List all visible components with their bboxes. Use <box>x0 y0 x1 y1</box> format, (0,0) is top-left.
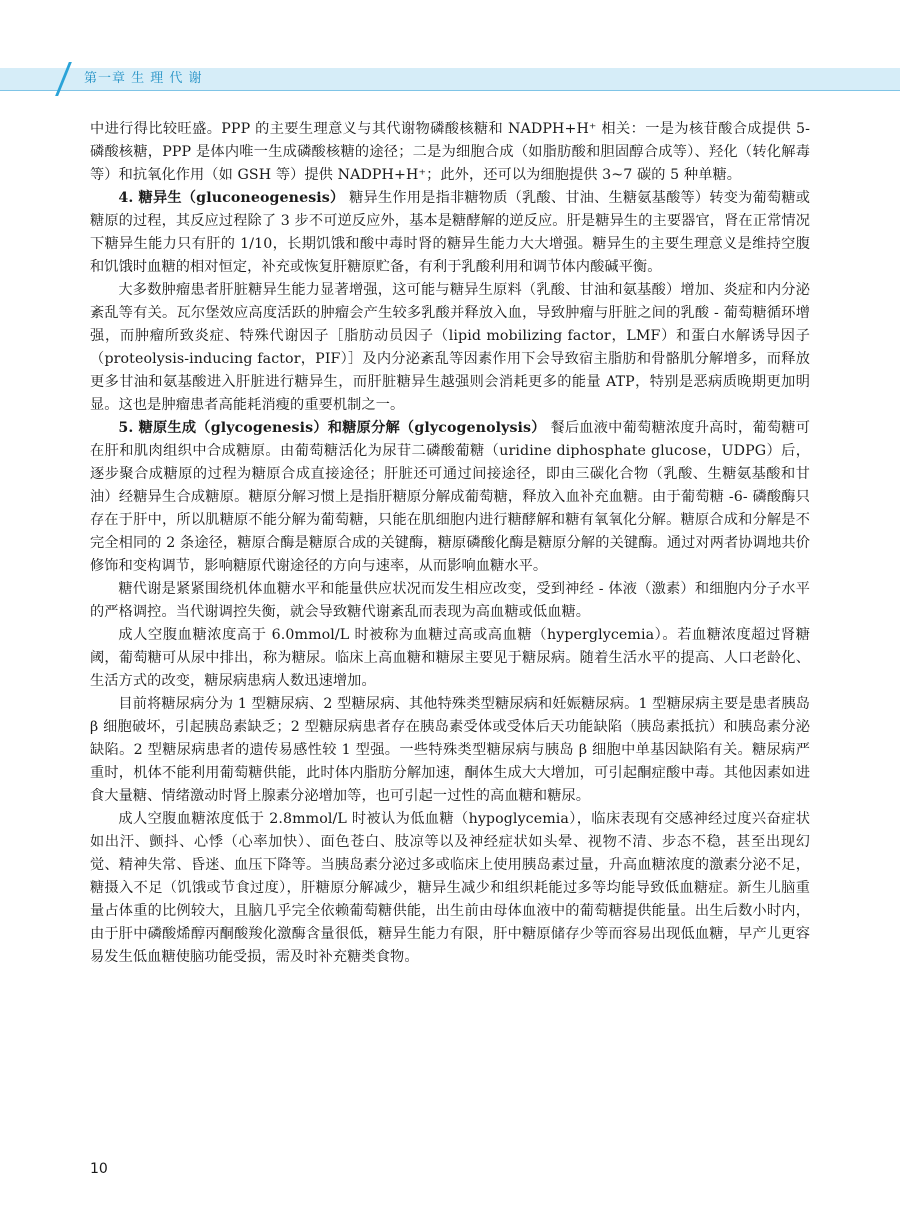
section-gluconeogenesis <box>90 187 810 279</box>
paragraph-hypoglycemia: 成人空腹血糖浓度低于 2.8mmol/L 时被认为低血糖（hypoglycemia），临床表现有交感神经过度兴奋症状如出汗、颤抖、心悸（心率加快）、面色苍白、肢凉等以及神经症状如头晕、视物不清、步态不稳，甚至出现幻觉、精神失常、昏迷、血压下降等。当胰岛素分泌过多或临床上使用胰岛素过量，升高血糖浓度的激素分泌不足，糖摄入不足（饥饿或节食过度），肝糖原分解减少，糖异生减少和组织耗能过多等均能导致低血糖症。新生儿脑重量占体重的比例较大，且脑几乎完全依赖葡萄糖供能，出生前由母体血液中的葡萄糖提供能量。出生后数小时内，由于肝中磷酸烯醇丙酮酸羧化激酶含量很低，糖异生能力有限，肝中糖原储存少等而容易出现低血糖，早产儿更容易发生低血糖使脑功能受损，需及时补充糖类食物。 <box>90 811 810 965</box>
chapter-title: 第一章 生 理 代 谢 <box>84 71 203 86</box>
paragraph-diabetes-types: 目前将糖尿病分为 1 型糖尿病、2 型糖尿病、其他特殊类型糖尿病和妊娠糖尿病。1 型糖尿病主要是患者胰岛 β 细胞破坏，引起胰岛素缺乏；2 型糖尿病患者存在胰岛素受体或受体后天功能缺陷（胰岛素抵抗）和胰岛素分泌缺陷。2 型糖尿病患者的遗传易感性较 1 型强。一些特殊类型糖尿病与胰岛 β 细胞中单基因缺陷有关。糖尿病严重时，机体不能利用葡萄糖供能，此时体内脂肪分解加速，酮体生成大大增加，可引起酮症酸中毒。其他因素如进食大量糖、情绪激动时肾上腺素分泌增加等，也可引起一过性的高血糖和糖尿。 <box>90 696 810 804</box>
section-heading-glycogen: 5. 糖原生成（glycogenesis）和糖原分解（glycogenolysis） <box>118 420 546 436</box>
paragraph-hyperglycemia: 成人空腹血糖浓度高于 6.0mmol/L 时被称为血糖过高或高血糖（hyperglycemia）。若血糖浓度超过肾糖阈，葡萄糖可从尿中排出，称为糖尿。临床上高血糖和糖尿主要见于糖尿病。随着生活水平的提高、人口老龄化、生活方式的改变，糖尿病患病人数迅速增加。 <box>90 627 810 689</box>
section-body-glycogen: 餐后血液中葡萄糖浓度升高时，葡萄糖可在肝和肌肉组织中合成糖原。由葡萄糖活化为尿苷二磷酸葡糖（uridine diphosphate glucose，UDPG）后，逐步聚合成糖原的过程为糖原合成直接途径；肝脏还可通过间接途径，即由三碳化合物（乳酸、生糖氨基酸和甘油）经糖异生合成糖原。糖原分解习惯上是指肝糖原分解成葡萄糖，释放入血补充血糖。由于葡萄糖 -6- 磷酸酶只存在于肝中，所以肌糖原不能分解为葡萄糖，只能在肌细胞内进行糖酵解和糖有氧氧化分解。糖原合成和分解是不完全相同的 2 条途径，糖原合酶是糖原合成的关键酶，糖原磷酸化酶是糖原分解的关键酶。通过对两者协调地共价修饰和变构调节，影响糖原代谢途径的方向与速率，从而影响血糖水平。 <box>90 420 810 574</box>
section-glycogen <box>90 417 810 578</box>
section-body-gluconeogenesis: 糖异生作用是指非糖物质（乳酸、甘油、生糖氨基酸等）转变为葡萄糖或糖原的过程，其反应过程除了 3 步不可逆反应外，基本是糖酵解的逆反应。肝是糖异生的主要器官，肾在正常情况下糖异生能力只有肝的 1/10，长期饥饿和酸中毒时肾的糖异生能力大大增强。糖异生的主要生理意义是维持空腹和饥饿时血糖的相对恒定，补充或恢复肝糖原贮备，有利于乳酸利用和调节体内酸碱平衡。 <box>90 190 811 275</box>
page-number: 10 <box>90 1161 108 1177</box>
paragraph-glucose-regulation: 糖代谢是紧紧围绕机体血糖水平和能量供应状况而发生相应改变，受到神经 - 体液（激素）和细胞内分子水平的严格调控。当代谢调控失衡，就会导致糖代谢紊乱而表现为高血糖或低血糖。 <box>90 581 810 620</box>
section-heading-gluconeogenesis: 4. 糖异生（gluconeogenesis） <box>118 190 345 206</box>
paragraph-ppp-significance: 中进行得比较旺盛。PPP 的主要生理意义与其代谢物磷酸核糖和 NADPH+H⁺ 相关：一是为核苷酸合成提供 5- 磷酸核糖，PPP 是体内唯一生成磷酸核糖的途径；二是为细胞合成（如脂肪酸和胆固醇合成等）、羟化（转化解毒等）和抗氧化作用（如 GSH 等）提供 NADPH+H⁺；此外，还可以为细胞提供 3~7 碳的 5 种单糖。 <box>90 121 810 183</box>
header-divider <box>0 90 900 91</box>
page-body <box>90 118 810 969</box>
paragraph-tumor-gluconeogenesis: 大多数肿瘤患者肝脏糖异生能力显著增强，这可能与糖异生原料（乳酸、甘油和氨基酸）增加、炎症和内分泌紊乱等有关。瓦尔堡效应高度活跃的肿瘤会产生较多乳酸并释放入血，导致肿瘤与肝脏之间的乳酸 - 葡萄糖循环增强，而肿瘤所致炎症、特殊代谢因子［脂肪动员因子（lipid mobilizing factor，LMF）和蛋白水解诱导因子（proteolysis-inducing factor，PIF）］及内分泌紊乱等因素作用下会导致宿主脂肪和骨骼肌分解增多，而释放更多甘油和氨基酸进入肝脏进行糖异生，而肝脏糖异生越强则会消耗更多的能量 ATP，特别是恶病质晚期更加明显。这也是肿瘤患者高能耗消瘦的重要机制之一。 <box>90 282 810 413</box>
